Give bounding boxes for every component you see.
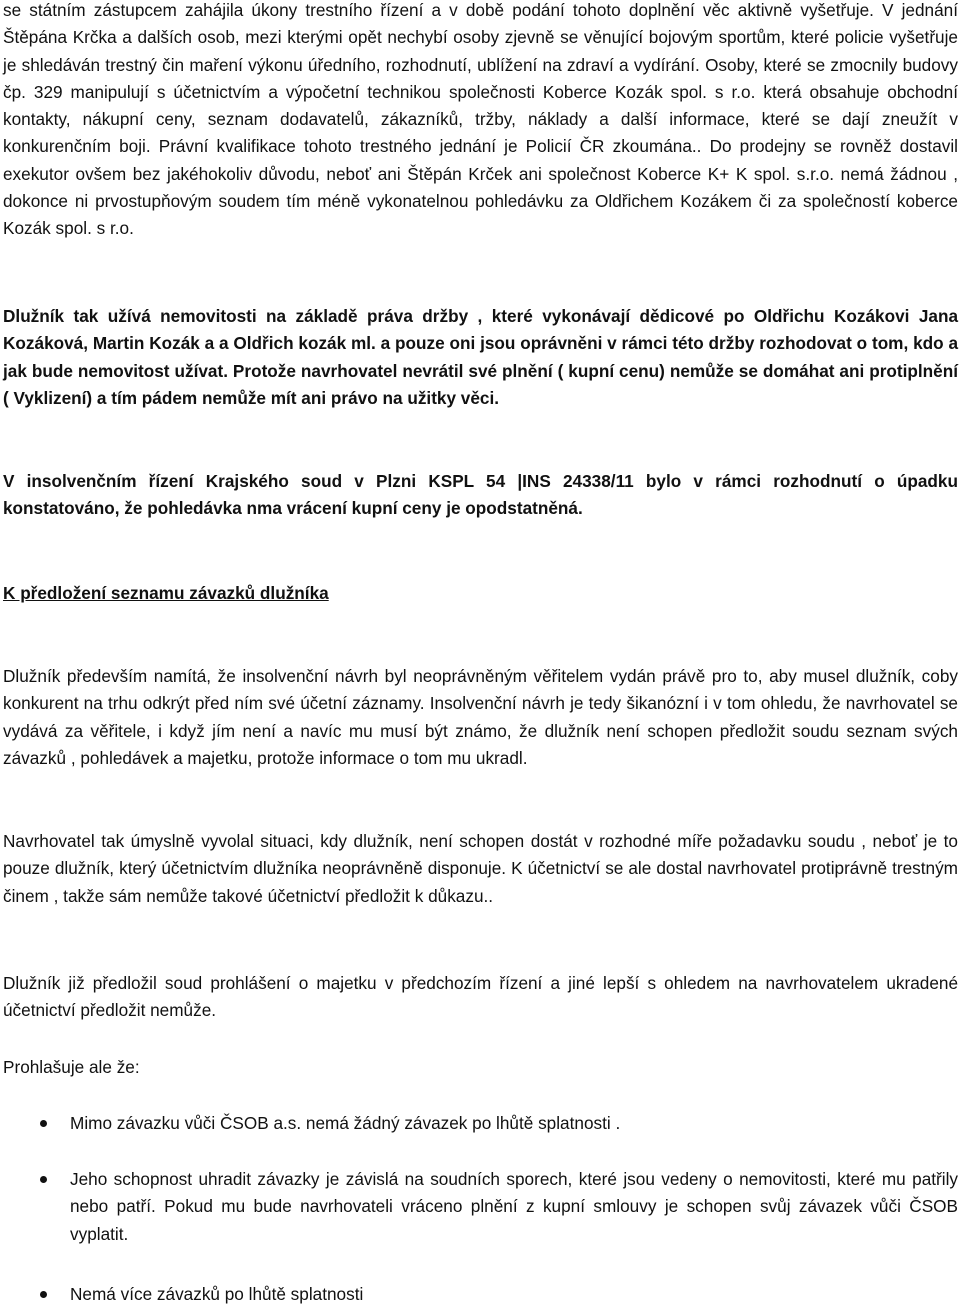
paragraph-criminal-proceedings: se státním zástupcem zahájila úkony trestního řízení a v době podání tohoto doplnění věc aktivně vyšetřuje. V jednání Štěpána Krčka a dalších osob, mezi kterými opět nechybí osoby zjevně se věnující bojovým sportům, které policie vyšetřuje je shledáván trestný čin maření výkonu úředního, rozhodnutí, ublížení na zdraví a vydírání. Osoby, které se zmocnily budovy čp. 329 manipulují s účetnictvím a výpočetní technikou společnosti Koberce Kozák spol. s r.o. která obsahuje obchodní kontakty, nákupní ceny, seznam dodavatelů, zákazníků, tržby, náklady a další informace, které se dají zneužít v konkurenčním boji. Právní kvalifikace tohoto trestného jednání je Policií ČR zkoumána.. Do prodejny se rovněž dostavil exekutor ovšem bez jakéhokoliv důvodu, neboť ani Štěpán Krček ani společnost Koberce K+ K spol. s.r.o. nemá žádnou , dokonce ni prvostupňovým soudem tím méně vykonatelnou pohledávku za Oldřichem Kozákem či za společností koberce Kozák spol. s r.o. — [3, 0, 958, 239]
paragraph-insolvency-ruling: V insolvenčním řízení Krajského soud v Plzni KSPL 54 |INS 24338/11 bylo v rámci rozhodnutí o úpadku konstatováno, že pohledávka nma vrácení kupní ceny je opodstatněná. — [3, 471, 958, 519]
list-item — [3, 1166, 958, 1248]
bullet-list — [3, 1281, 958, 1308]
list-item-text: Mimo závazku vůči ČSOB a.s. nemá žádný závazek po lhůtě splatnosti . — [70, 1113, 621, 1133]
bullet-list — [3, 1110, 958, 1137]
paragraph-debtor-objection: Dlužník především namítá, že insolvenční návrh byl neoprávněným věřitelem vydán právě pro to, aby musel dlužník, coby konkurent na trhu odkrýt před ním své účetní záznamy. Insolvenční návrh je tedy šikanózní i v tom ohledu, že navrhovatel se vydává za věřitele, i když jím není a navíc mu musí být známo, že dlužník není schopen předložit soudu seznam svých závazků , pohledávek a majetku, protože informace o tom mu ukradl. — [3, 666, 958, 768]
paragraph-asset-declaration: Dlužník již předložil soud prohlášení o majetku v předchozím řízení a jiné lepší s ohledem na navrhovatelem ukradené účetnictví předložit nemůže. — [3, 973, 958, 1021]
list-item — [3, 1110, 958, 1137]
bullet-icon — [40, 1291, 47, 1298]
list-item-text: Jeho schopnost uhradit závazky je závislá na soudních sporech, které jsou vedeny o nemovitosti, které mu patřily nebo patří. Pokud mu bude navrhovateli vráceno plnění z kupní smlouvy je schopen svůj závazek vůči ČSOB vyplatit. — [70, 1169, 958, 1244]
paragraph-creditor-situation: Navrhovatel tak úmyslně vyvolal situaci, kdy dlužník, není schopen dostát v rozhodné míře požadavku soudu , neboť je to pouze dlužník, který účetnictvím dlužníka neoprávněně disponuje. K účetnictví se ale dostal navrhovatel protiprávně trestným činem , takže sám nemůže takové účetnictví předložit k důkazu.. — [3, 831, 958, 906]
list-item — [3, 1281, 958, 1308]
bullet-list — [3, 1166, 958, 1248]
paragraph-possession-rights: Dlužník tak užívá nemovitosti na základě práva držby , které vykonávají dědicové po Oldřichu Kozákovi Jana Kozáková, Martin Kozák a a Oldřich kozák ml. a pouze oni jsou oprávněni v rámci této držby rozhodovat o tom, kdo a jak bude nemovitost užívat. Protože navrhovatel nevrátil své plnění ( kupní cenu) nemůže se domáhat ani protiplnění ( Vyklizení) a tím pádem nemůže mít ani právo na užitky věci. — [3, 306, 958, 408]
bullet-icon — [40, 1120, 47, 1127]
paragraph-declares: Prohlašuje ale že: — [3, 1057, 140, 1077]
list-item-text: Nemá více závazků po lhůtě splatnosti — [70, 1284, 364, 1304]
bullet-icon — [40, 1176, 47, 1183]
section-heading: K předložení seznamu závazků dlužníka — [3, 583, 329, 603]
